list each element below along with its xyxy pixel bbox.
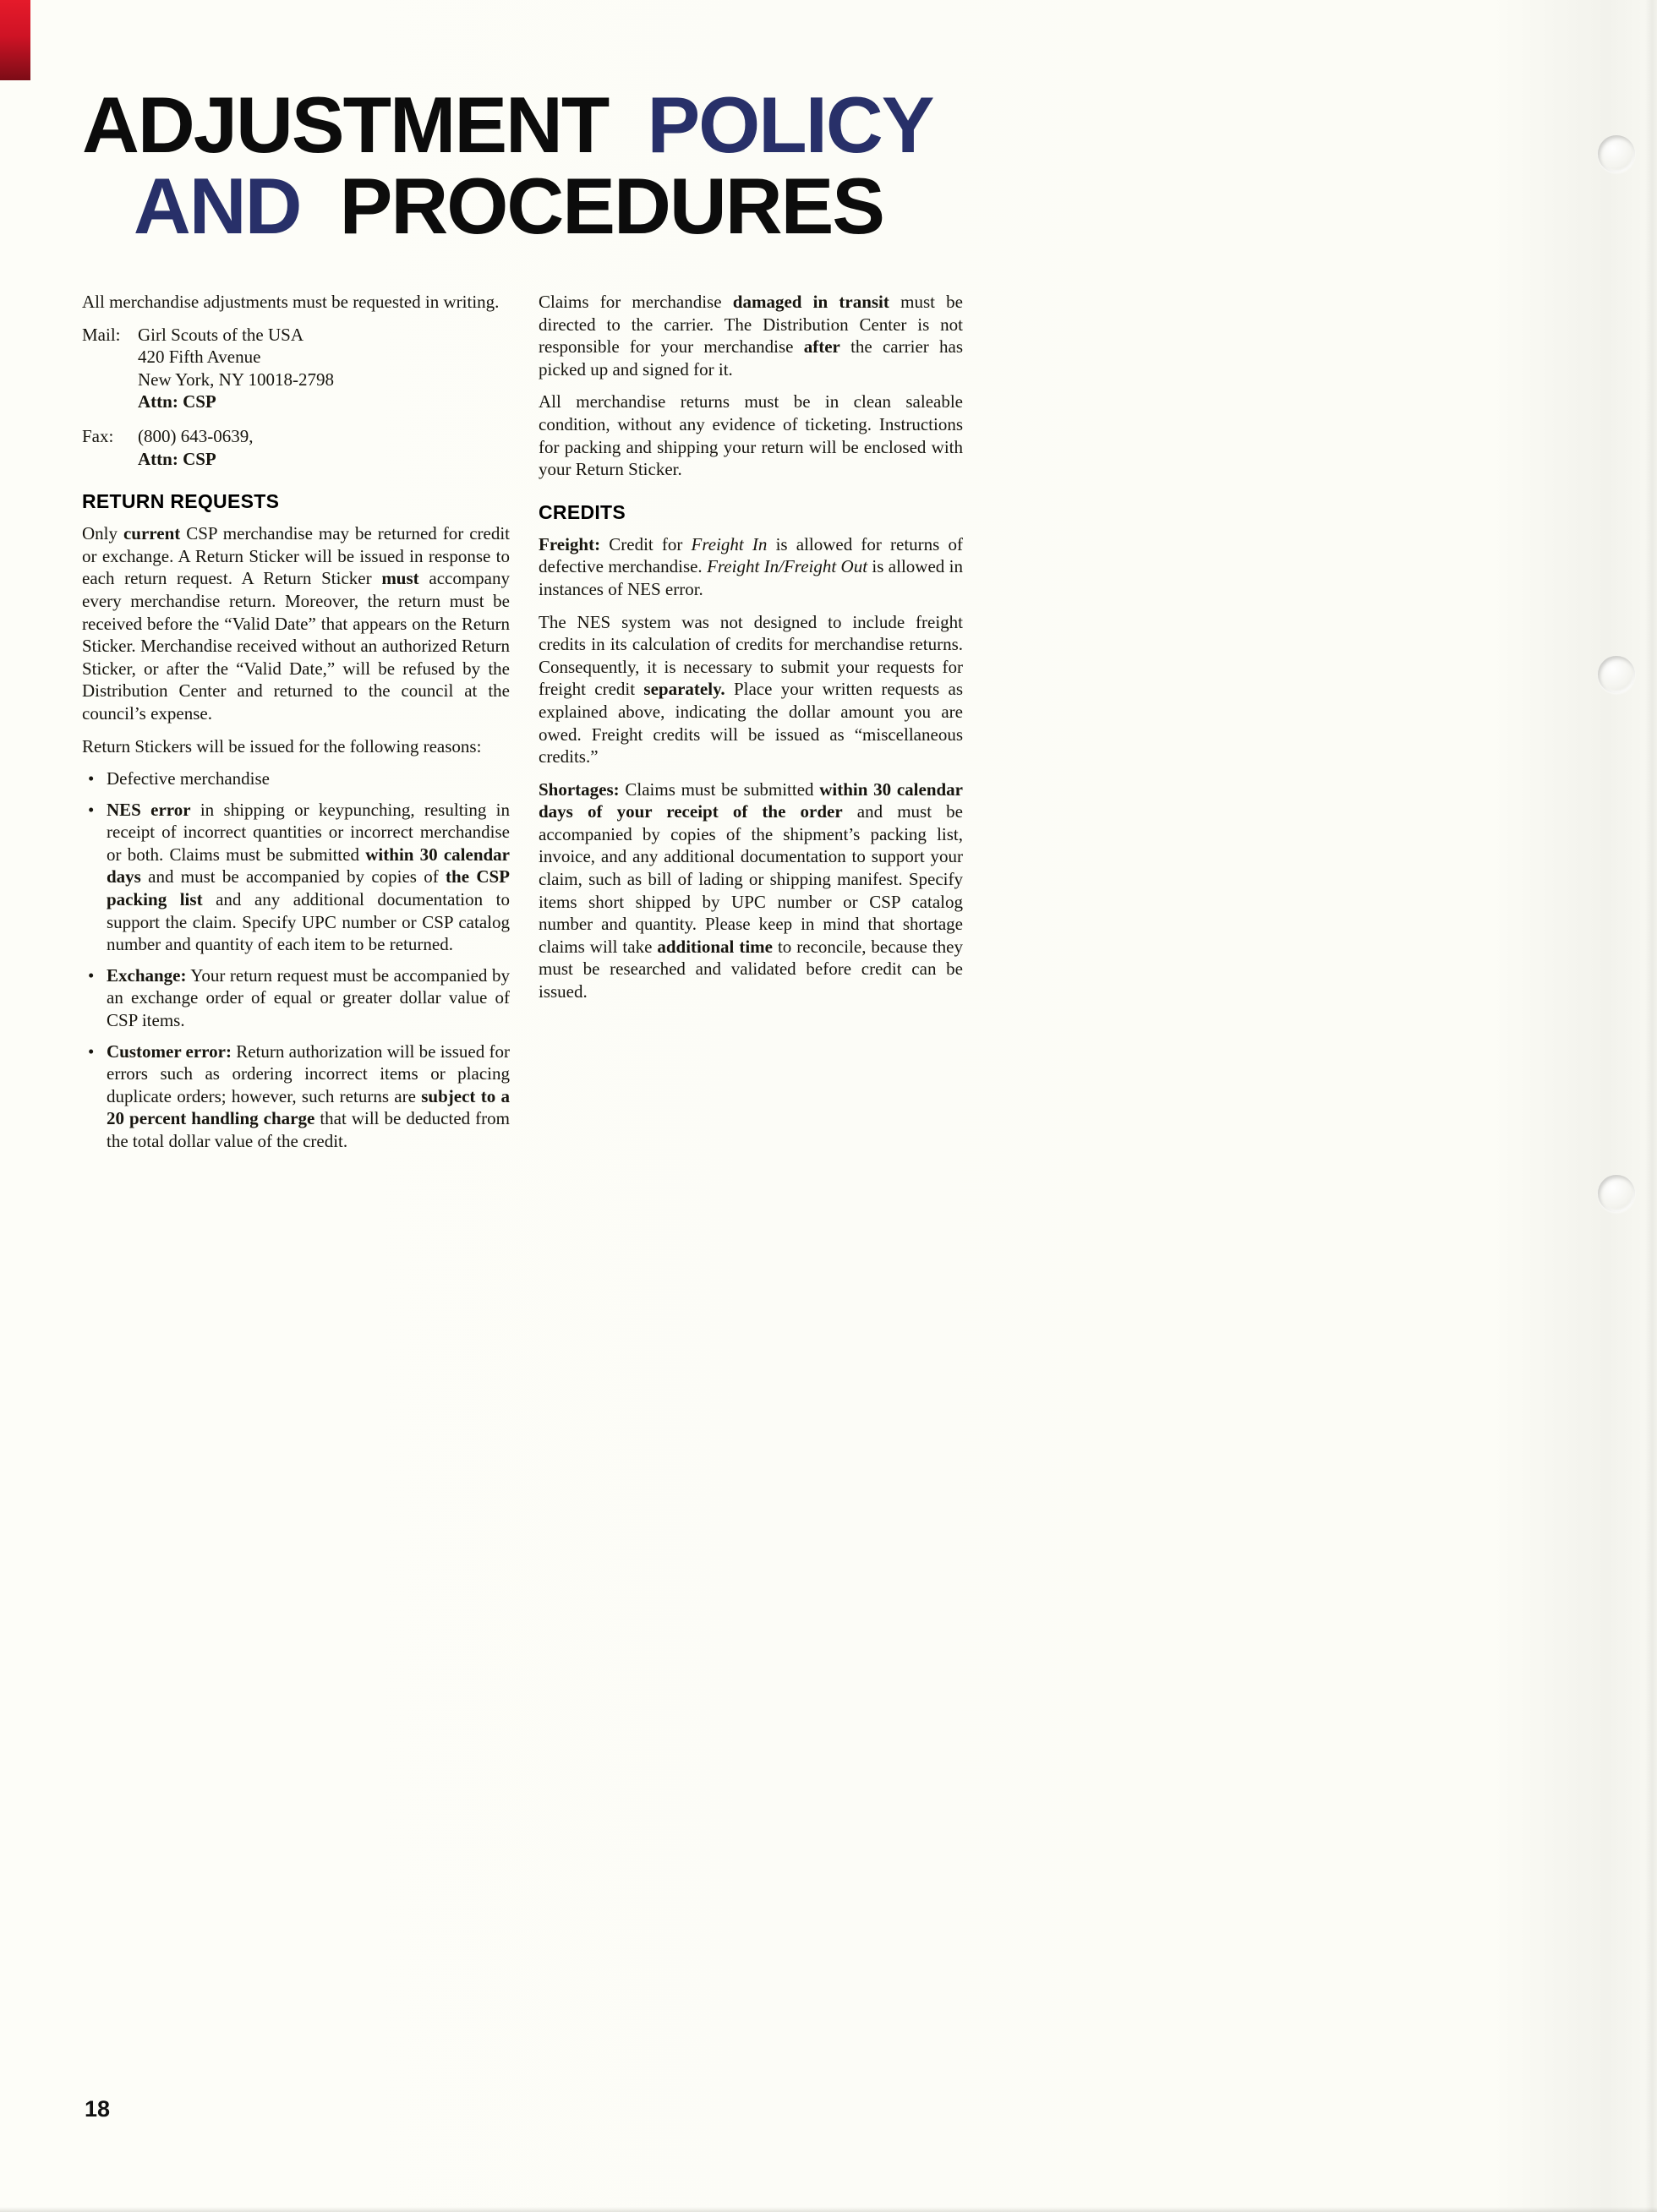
two-column-body: [82, 291, 978, 1161]
mail-address-lines: [138, 324, 510, 413]
title-word-and: AND: [133, 161, 301, 250]
title-line-1: [82, 80, 933, 169]
mail-address-line: 420 Fifth Avenue: [138, 347, 261, 368]
reasons-lead-in: Return Stickers will be issued for the following reasons:: [82, 735, 482, 756]
nes-system-paragraph: The NES system was not designed to include freight credits in its calculation of credits for merchandise returns. Consequently, it is necessary to submit your requests for freight credit separately. Place your written requests as explained above, indicating the dollar amount you are owed. Freight credits will be issued as “miscellaneous credits.”: [539, 611, 964, 767]
list-item-defective: • Defective merchandise: [82, 767, 510, 790]
shortages-paragraph: Shortages: Claims must be submitted within 30 calendar days of your receipt of the order and must be accompanied by copies of the shipment’s packing list, invoice, and any additional documentation to support your claim, such as bill of lading or shipping manifest. Specify items short shipped by UPC number or CSP catalog number and quantity. Please keep in mind that shortage claims will take additional time to reconcile, because they must be researched and validated before credit can be issued.: [539, 778, 963, 1002]
return-requests-paragraph: Only current CSP merchandise may be returned for credit or exchange. A Return Sticker will be issued in response to each return request. A Return Sticker must accompany every merchandise return. Moreover, the return must be received before the “Valid Date” that appears on the Return Sticker. Merchandise received without an authorized Return Sticker, or after the “Valid Date,” will be refused by the Distribution Center and returned to the council at the council’s expense.: [82, 523, 511, 724]
fax-label: Fax:: [82, 425, 114, 446]
list-item-nes-error: • NES error in shipping or keypunching, resulting in receipt of incorrect quantities or incorrect merchandise or both. Claims must be submitted within 30 calendar days and must be accompanied by copies of the CSP packing list and any additional documentation to support the claim. Specify UPC number or CSP catalog number and quantity of each item to be returned.: [82, 799, 510, 956]
title-line-2: [82, 161, 883, 250]
section-heading-credits: CREDITS: [539, 500, 626, 523]
hole-punch: [1598, 1175, 1635, 1212]
hole-punch: [1598, 656, 1635, 693]
page-title: [82, 80, 933, 250]
hole-punch: [1598, 135, 1635, 172]
mail-attn-line: Attn: CSP: [138, 391, 216, 412]
list-item-exchange: • Exchange: Your return request must be accompanied by an exchange order of equal or greater dollar value of CSP items.: [82, 964, 510, 1032]
red-edge-tab: [0, 0, 30, 80]
left-column: [82, 291, 510, 1161]
mail-address-line: New York, NY 10018-2798: [138, 369, 334, 390]
fax-number-line: (800) 643-0639, Attn: CSP: [138, 425, 254, 469]
fax-lines: [138, 425, 510, 470]
page-right-edge: [1645, 0, 1657, 2212]
freight-paragraph: Freight: Credit for Freight In is allowed for returns of defective merchandise. Freight In/Freight Out is allowed in instances of NES error.: [539, 533, 963, 599]
mail-label: Mail:: [82, 324, 121, 345]
title-word-adjustment: ADJUSTMENT: [82, 80, 609, 169]
intro-paragraph: All merchandise adjustments must be requested in writing.: [82, 292, 500, 312]
page-number: 18: [85, 2096, 111, 2122]
section-heading-return-requests: RETURN REQUESTS: [82, 490, 280, 513]
page-content: [82, 80, 978, 1161]
title-word-procedures: PROCEDURES: [339, 161, 883, 250]
damaged-in-transit-paragraph: Claims for merchandise damaged in transit must be directed to the carrier. The Distribution Center is not responsible for your merchandise after the carrier has picked up and signed for it.: [539, 292, 963, 380]
title-word-policy: POLICY: [647, 80, 933, 169]
mail-address-block: [82, 324, 510, 413]
right-column: [539, 291, 963, 1161]
saleable-condition-paragraph: All merchandise returns must be in clean saleable condition, without any evidence of ticketing. Instructions for packing and shipping your return will be enclosed with your Return Sticker.: [539, 391, 963, 480]
page-bottom-edge: [0, 2207, 1657, 2212]
list-item-customer-error: • Customer error: Return authorization will be issued for errors such as ordering incorrect items or placing duplicate orders; however, such returns are subject to a 20 percent handling charge that will be deducted from the total dollar value of the credit.: [82, 1040, 510, 1153]
reasons-list: [82, 767, 510, 1153]
fax-block: [82, 425, 510, 470]
mail-address-line: Girl Scouts of the USA: [138, 324, 304, 345]
